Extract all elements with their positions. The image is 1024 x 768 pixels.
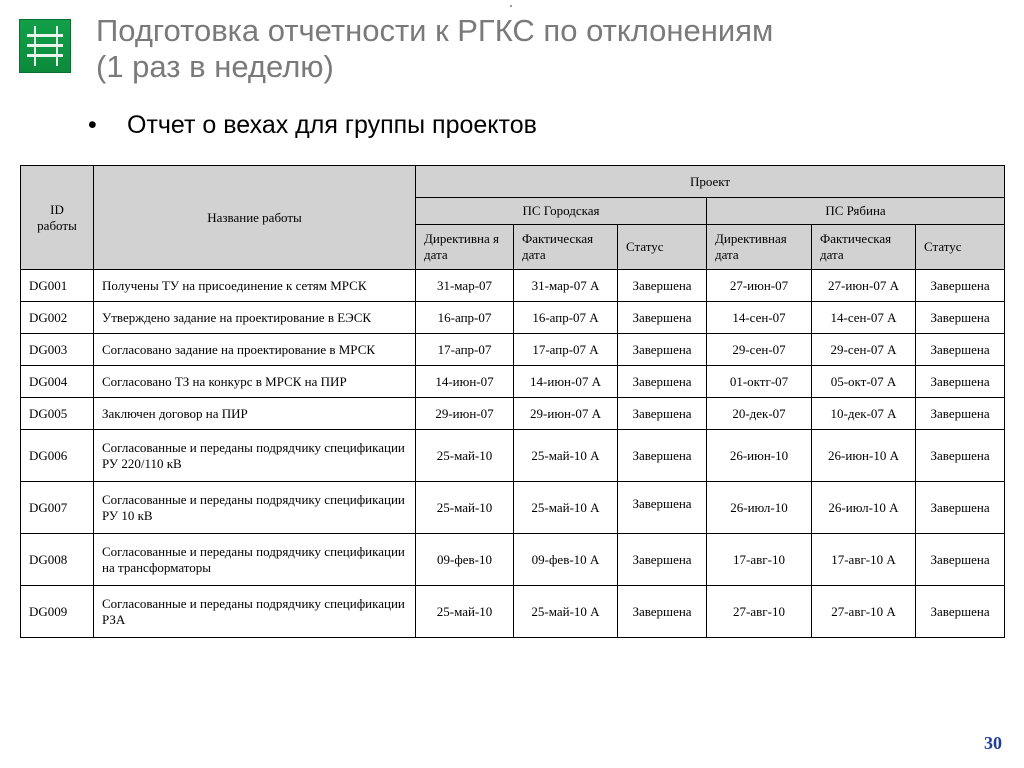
cell-p1-directive: 29-июн-07 [416,398,514,430]
header-p1-actual-date: Фактическая дата [514,225,618,270]
cell-name: Заключен договор на ПИР [94,398,416,430]
table-row [21,534,1005,586]
cell-id: DG003 [21,334,94,366]
cell-name: Согласовано ТЗ на конкурс в МРСК на ПИР [94,366,416,398]
table-row [21,334,1005,366]
cell-p1-directive: 31-мар-07 [416,270,514,302]
cell-p1-actual: 09-фев-10 А [514,534,618,586]
cell-p1-status: Завершена [618,334,707,366]
cell-p2-status: Завершена [916,586,1005,638]
cell-p1-directive: 17-апр-07 [416,334,514,366]
header-project-ryabina: ПС Рябина [707,198,1005,225]
cell-p2-directive: 17-авг-10 [707,534,812,586]
header-p2-directive-date: Директивная дата [707,225,812,270]
cell-id: DG004 [21,366,94,398]
cell-id: DG005 [21,398,94,430]
cell-name: Утверждено задание на проектирование в ЕЭСК [94,302,416,334]
page-number: 30 [984,733,1002,753]
cell-p2-directive: 27-июн-07 [707,270,812,302]
cell-p1-directive: 25-май-10 [416,430,514,482]
cell-p1-directive: 16-апр-07 [416,302,514,334]
cell-p2-directive: 26-июл-10 [707,482,812,534]
cell-p1-status: Завершена [618,270,707,302]
table-row [21,586,1005,638]
header-project: Проект [416,166,1005,198]
header-p2-actual-date: Фактическая дата [812,225,916,270]
cell-p1-actual: 16-апр-07 А [514,302,618,334]
table-row [21,366,1005,398]
cell-p1-actual: 25-май-10 А [514,482,618,534]
cell-p2-status: Завершена [916,366,1005,398]
cell-p2-status: Завершена [916,398,1005,430]
bullet-marker: • [88,111,97,139]
cell-p2-status: Завершена [916,302,1005,334]
table-row [21,482,1005,534]
cell-p2-actual: 29-сен-07 А [812,334,916,366]
cell-p1-directive: 25-май-10 [416,482,514,534]
cell-p1-actual: 31-мар-07 А [514,270,618,302]
table-row [21,270,1005,302]
cell-p2-actual: 27-июн-07 А [812,270,916,302]
cell-p1-directive: 25-май-10 [416,586,514,638]
cell-p1-status: Завершена [618,366,707,398]
cell-p2-actual: 26-июн-10 А [812,430,916,482]
cell-id: DG009 [21,586,94,638]
cell-p2-actual: 27-авг-10 А [812,586,916,638]
cell-p2-status: Завершена [916,334,1005,366]
cell-name: Согласованные и переданы подрядчику спецификации на трансформаторы [94,534,416,586]
cell-id: DG007 [21,482,94,534]
cell-p1-status: Завершена [618,398,707,430]
cell-p2-actual: 05-окт-07 А [812,366,916,398]
cell-id: DG001 [21,270,94,302]
cell-name: Согласовано задание на проектирование в МРСК [94,334,416,366]
cell-p2-actual: 26-июл-10 А [812,482,916,534]
cell-p2-directive: 27-авг-10 [707,586,812,638]
cell-p2-status: Завершена [916,482,1005,534]
header-p1-directive-date: Директивна я дата [416,225,514,270]
milestones-table [20,165,1005,638]
slide-title [96,13,996,85]
header-id: ID работы [21,166,94,270]
slide-title-line2: (1 раз в неделю) [96,49,334,84]
decorative-dot [510,5,512,7]
cell-p1-status: Завершена [618,482,707,534]
cell-p1-actual: 25-май-10 А [514,430,618,482]
cell-p1-directive: 09-фев-10 [416,534,514,586]
header-p2-status: Статус [916,225,1005,270]
bullet-item [88,111,537,140]
cell-name: Согласованные и переданы подрядчику спецификации РЗА [94,586,416,638]
cell-p2-directive: 26-июн-10 [707,430,812,482]
table-row [21,302,1005,334]
header-p1-status: Статус [618,225,707,270]
cell-name: Получены ТУ на присоединение к сетям МРСК [94,270,416,302]
company-logo [19,19,71,73]
cell-p1-status: Завершена [618,430,707,482]
cell-p2-actual: 10-дек-07 А [812,398,916,430]
cell-p2-status: Завершена [916,270,1005,302]
cell-id: DG008 [21,534,94,586]
cell-p1-status: Завершена [618,302,707,334]
table-row [21,430,1005,482]
cell-name: Согласованные и переданы подрядчику спецификации РУ 10 кВ [94,482,416,534]
cell-p2-directive: 14-сен-07 [707,302,812,334]
cell-p2-directive: 29-сен-07 [707,334,812,366]
cell-p2-status: Завершена [916,430,1005,482]
cell-p1-actual: 17-апр-07 А [514,334,618,366]
cell-p2-directive: 01-октг-07 [707,366,812,398]
cell-id: DG006 [21,430,94,482]
cell-p2-status: Завершена [916,534,1005,586]
cell-p2-directive: 20-дек-07 [707,398,812,430]
header-name: Название работы [94,166,416,270]
cell-p1-actual: 29-июн-07 А [514,398,618,430]
cell-p2-actual: 14-сен-07 А [812,302,916,334]
bullet-text: Отчет о вехах для группы проектов [127,111,537,139]
cell-p1-status: Завершена [618,586,707,638]
cell-id: DG002 [21,302,94,334]
cell-p1-directive: 14-июн-07 [416,366,514,398]
cell-p2-actual: 17-авг-10 А [812,534,916,586]
cell-p1-status: Завершена [618,534,707,586]
cell-p1-actual: 14-июн-07 А [514,366,618,398]
cell-name: Согласованные и переданы подрядчику спецификации РУ 220/110 кВ [94,430,416,482]
table-row [21,398,1005,430]
slide-title-line1: Подготовка отчетности к РГКС по отклонениям [96,13,774,48]
header-project-gorodskaya: ПС Городская [416,198,707,225]
cell-p1-actual: 25-май-10 А [514,586,618,638]
